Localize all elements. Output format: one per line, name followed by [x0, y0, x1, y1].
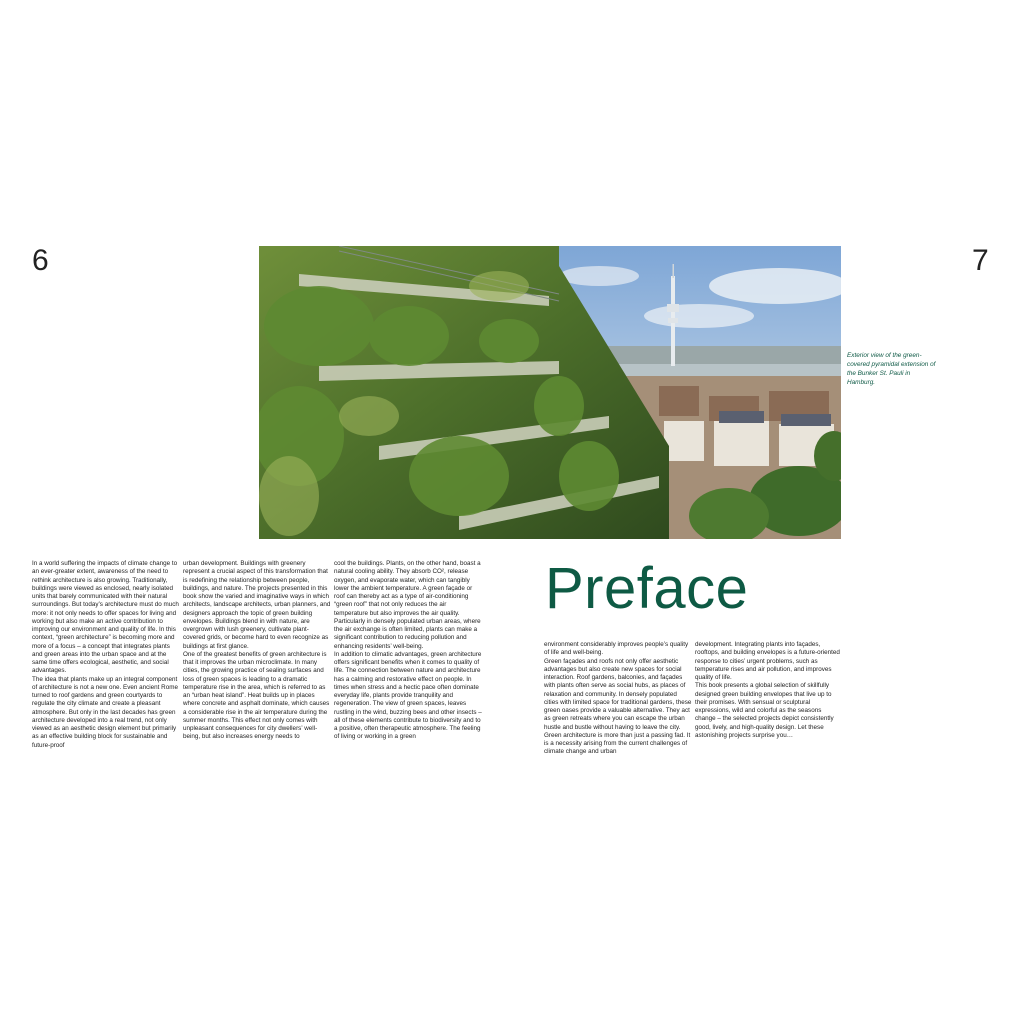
paragraph: One of the greatest benefits of green architecture is that it improves the urban microclimate. In many cities, the growing practice of sealing surfaces and loss of green spaces is leading to a dramatic temperature rise in the area, which is referred to as an “urban heat island”. Heat builds up in places where concrete and asphalt dominate, which causes a considerable rise in the air temperature during the summer months. This effect not only comes with unpleasant consequences for city dwellers’ well-being, but also increases energy needs to [183, 650, 330, 741]
text-column-3 [334, 560, 482, 742]
text-column-4 [544, 641, 692, 757]
paragraph: In addition to climatic advantages, green architecture offers significant benefits when it comes to quality of life. The connection between nature and architecture has a calming and restorative effect on people. In times when stress and a hectic pace often dominate everyday life, plants provide tranquility and regeneration. The view of green spaces, leaves rustling in the wind, buzzing bees and other insects – all of these elements contribute to biodiversity and to a positive, often therapeutic atmosphere. The feeling of living or working in a green [334, 650, 482, 741]
photo-caption: Exterior view of the green-covered pyramidal extension of the Bunker St. Pauli in Hamburg. [847, 352, 936, 386]
paragraph: Green architecture is more than just a passing fad. It is a necessity arising from the current challenges of climate change and urban [544, 731, 691, 756]
paragraph: Green façades and roofs not only offer aesthetic advantages but also create new spaces for social interaction. Roof gardens, balconies, and façades with plants often serve as social hubs, as places of relaxation and community. In densely populated cities with limited space for traditional gardens, these green oases provide a valuable alternative. They act as green retreats where you can escape the urban hustle and bustle without having to leave the city. [544, 657, 692, 731]
page-number-left: 6 [32, 244, 49, 277]
paragraph: environment considerably improves people’s quality of life and well-being. [544, 641, 689, 657]
text-column-2 [183, 560, 331, 742]
paragraph: cool the buildings. Plants, on the other hand, boast a natural cooling ability. They absorb CO², release oxygen, and evaporate water, which can tangibly lower the ambient temperature. A green façade or roof can thereby act as a type of air-conditioning “green roof” that not only reduces the air temperature but also improves the air quality. Particularly in densely populated urban areas, where the air exchange is often limited, plants can make a significant contribution to reducing pollution and enhancing residents’ well-being. [334, 560, 481, 650]
paragraph: This book presents a global selection of skillfully designed green building envelopes that live up to their promises. With sensual or sculptural expressions, wild and colorful as the seasons change – the selected projects depict consistently good, lively, and high-quality design. Let these astonishing projects surprise you… [695, 682, 834, 739]
paragraph: urban development. Buildings with greenery represent a crucial aspect of this transformation that is redefining the relationship between people, buildings, and nature. The projects presented in this book show the varied and imaginative ways in which architects, landscape architects, urban planners, and designers approach the topic of green building envelopes. Buildings blend in with nature, are overgrown with lush greenery, cultivate plant-covered grids, or become hard to even recognize as buildings at first glance. [183, 560, 331, 650]
paragraph: In a world suffering the impacts of climate change to an ever-greater extent, awareness of the need to rethink architecture is also growing. Traditionally, buildings were viewed as enclosed, nearly isolated units that barely communicated with their natural surroundings. But today’s architecture must do much more: it not only needs to offer spaces for living and working but also make an active contribution to improving our environment and quality of life. In this context, “green architecture” is becoming more and more of a focus – a concept that integrates plants and green areas into the urban space and at the same time offers ecological, aesthetic, and social advantages. [32, 560, 179, 675]
paragraph: The idea that plants make up an integral component of architecture is not a new one. Even ancient Rome turned to roof gardens and green courtyards to regulate the city climate and create a pleasant atmosphere. But only in the last decades has green architecture developed into a real trend, not only viewed as an aesthetic design element but primarily as an effective building block for sustainable and future-proof [32, 675, 178, 749]
building-photo [259, 246, 841, 539]
text-column-5 [695, 641, 843, 740]
page-number-right: 7 [972, 244, 989, 277]
text-column-1 [32, 560, 180, 750]
photo-illustration [259, 246, 841, 539]
paragraph: development. Integrating plants into façades, rooftops, and building envelopes is a future-oriented response to cities’ urgent problems, such as temperature rises and air pollution, and improves quality of life. [695, 641, 840, 681]
page-title: Preface [545, 556, 749, 621]
